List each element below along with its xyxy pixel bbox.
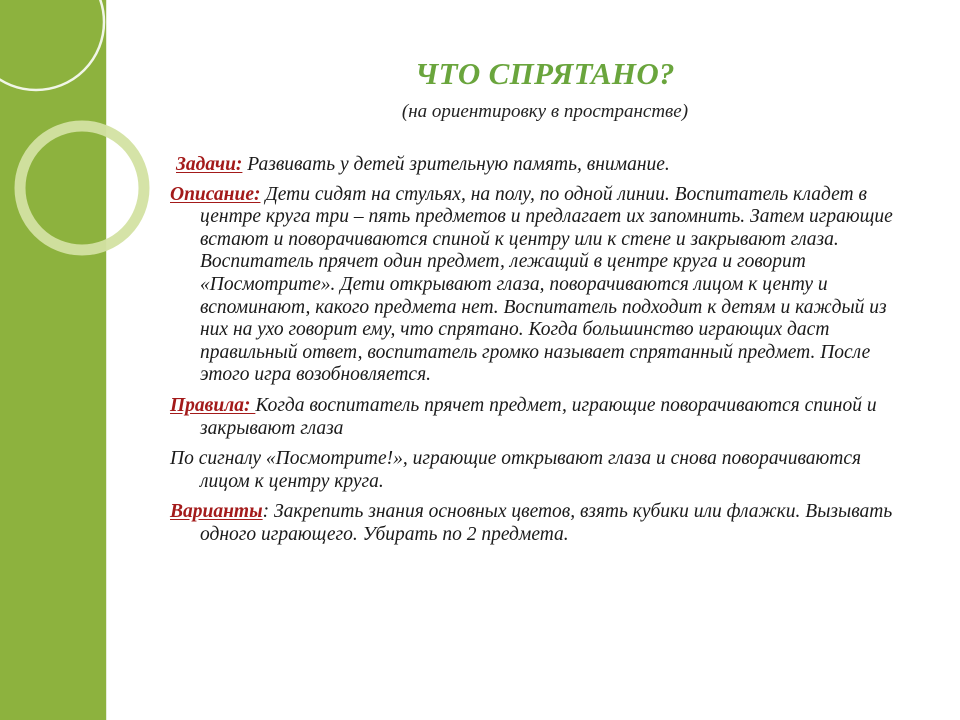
description-text: Дети сидят на стульях, на полу, по одной линии. Воспитатель кладет в центре круга три – пять предметов и предлагает их запомнить. Затем играющие встают и поворачиваются спиной к центру или к стене и закрывают глаза. Воспитатель прячет один предмет, лежащий в центре круга и говорит «Посмотрите». Дети открывают глаза, поворачиваются лицом к центу и вспоминают, какого предмета нет. Воспитатель подходит к детям и каждый из них на ухо говорит ему, что спрятано. Когда большинство играющих даст правильный ответ, воспитатель громко называет спрятанный предмет. После этого игра возобновляется. xyxy=(200,183,893,386)
slide-subtitle: (на ориентировку в пространстве) xyxy=(401,101,689,122)
variants-text: : Закрепить знания основных цветов, взять кубики или флажки. Вызывать одного играющего. Убирать по 2 предмета. xyxy=(200,501,893,545)
variants-paragraph xyxy=(170,501,910,546)
side-band xyxy=(0,0,106,720)
tasks-label: Задачи: xyxy=(176,154,243,175)
tasks-text: Развивать у детей зрительную память, внимание. xyxy=(242,154,670,175)
signal-paragraph xyxy=(170,448,910,493)
slide-content xyxy=(170,154,910,555)
rules-text: Когда воспитатель прячет предмет, играющие поворачиваются спиной и закрывают глаза xyxy=(200,394,877,439)
tasks-paragraph xyxy=(176,154,910,177)
rules-paragraph xyxy=(170,395,910,440)
rules-label: Правила: xyxy=(170,394,256,416)
signal-text: По сигналу «Посмотрите!», играющие открывают глаза и снова поворачиваются лицом к центру круга. xyxy=(170,448,862,492)
slide-title: ЧТО СПРЯТАНО? xyxy=(415,56,675,91)
description-paragraph xyxy=(170,184,910,387)
variants-label: Варианты xyxy=(170,501,263,523)
description-label: Описание: xyxy=(170,183,261,205)
